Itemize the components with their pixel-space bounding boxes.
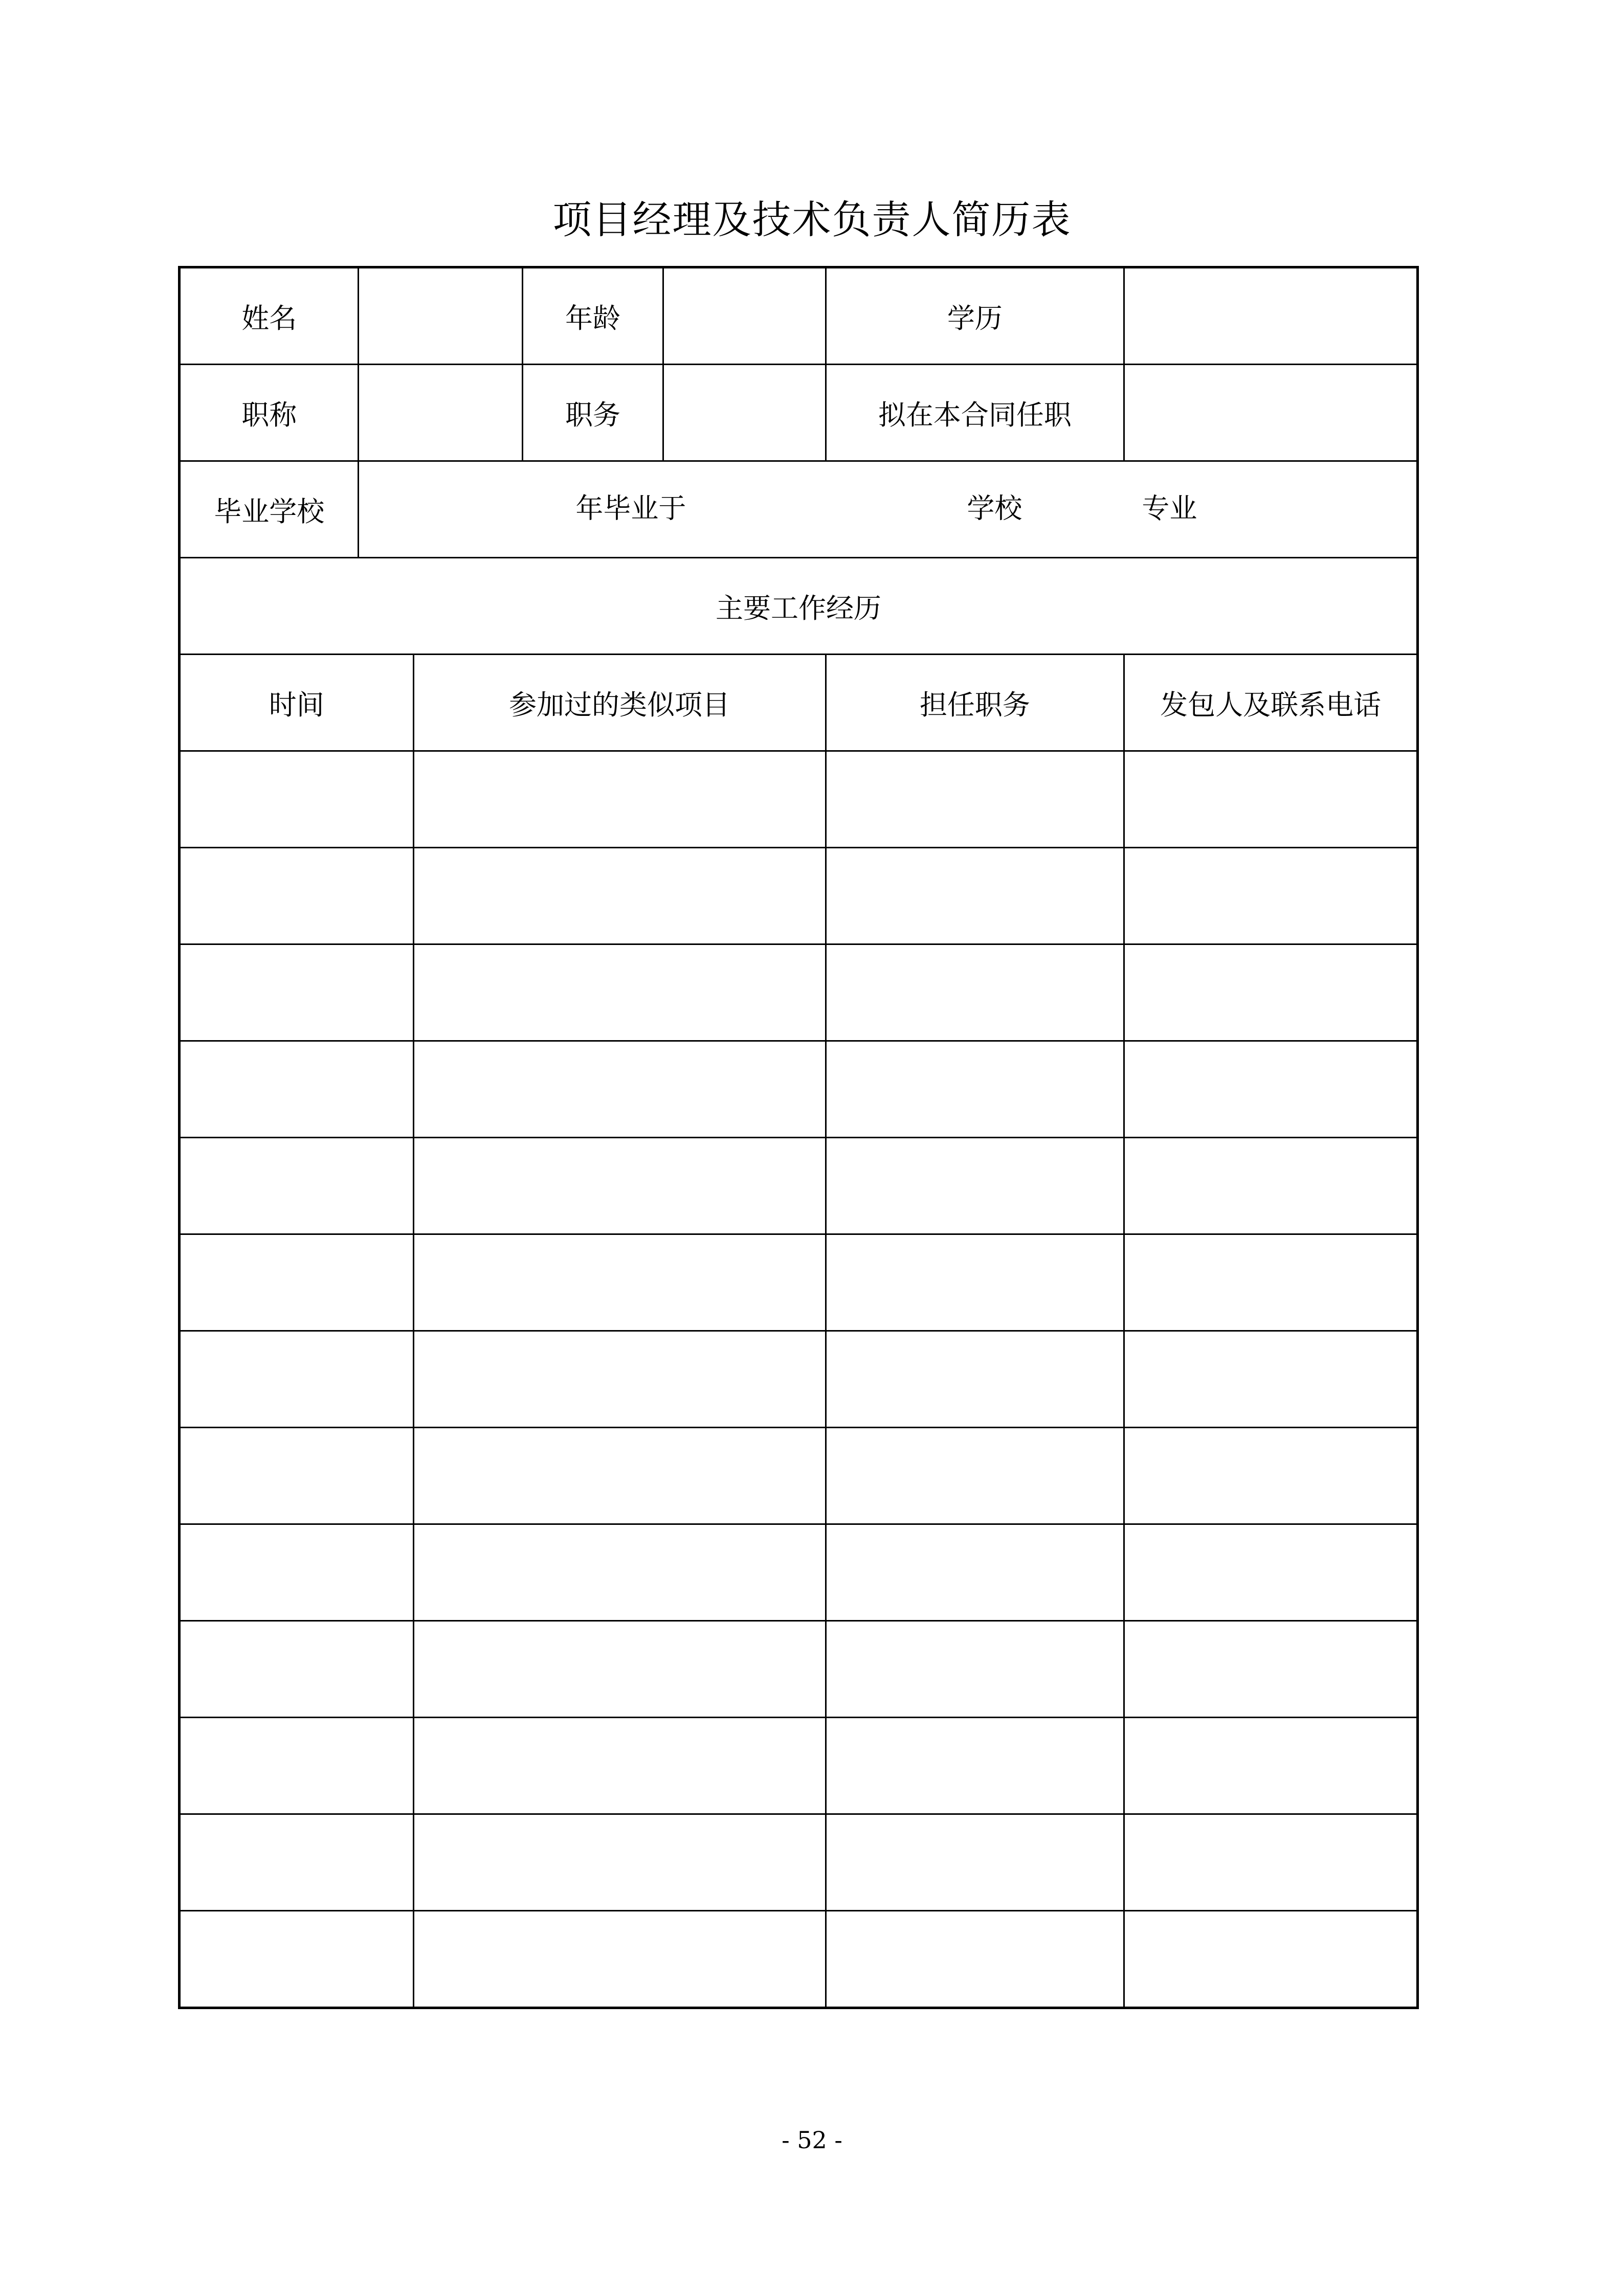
project-cell[interactable] [413, 944, 826, 1041]
time-cell[interactable] [180, 751, 414, 848]
contact-cell[interactable] [1124, 1234, 1418, 1331]
name-label: 姓名 [180, 267, 359, 365]
contact-cell[interactable] [1124, 1814, 1418, 1911]
school-label: 毕业学校 [180, 461, 359, 558]
project-cell[interactable] [413, 1621, 826, 1718]
contact-cell[interactable] [1124, 1621, 1418, 1718]
position-label: 职务 [522, 365, 663, 461]
project-cell[interactable] [413, 848, 826, 944]
time-cell[interactable] [180, 1138, 414, 1234]
time-cell[interactable] [180, 1331, 414, 1428]
project-cell[interactable] [413, 1814, 826, 1911]
role-cell[interactable] [826, 1234, 1124, 1331]
graduation-field[interactable] [359, 461, 1418, 558]
role-cell[interactable] [826, 751, 1124, 848]
time-cell[interactable] [180, 1814, 414, 1911]
role-cell[interactable] [826, 944, 1124, 1041]
name-field[interactable] [359, 267, 522, 365]
project-cell[interactable] [413, 1234, 826, 1331]
experience-header-row [180, 655, 1418, 751]
time-cell[interactable] [180, 1621, 414, 1718]
professional-title-field[interactable] [359, 365, 522, 461]
row-basic-info-1 [180, 267, 1418, 365]
table-row [180, 1331, 1418, 1428]
project-cell[interactable] [413, 751, 826, 848]
time-cell[interactable] [180, 1041, 414, 1138]
role-cell[interactable] [826, 1718, 1124, 1814]
time-cell[interactable] [180, 944, 414, 1041]
contact-cell[interactable] [1124, 1524, 1418, 1621]
contact-cell[interactable] [1124, 848, 1418, 944]
page-number: - 52 - [782, 2126, 842, 2154]
time-cell[interactable] [180, 1428, 414, 1524]
project-cell[interactable] [413, 1041, 826, 1138]
time-cell[interactable] [180, 1234, 414, 1331]
col-header-employer-contact: 发包人及联系电话 [1124, 655, 1418, 751]
project-cell[interactable] [413, 1911, 826, 2008]
table-row [180, 1814, 1418, 1911]
table-row [180, 848, 1418, 944]
row-section-title [180, 558, 1418, 655]
time-cell[interactable] [180, 1718, 414, 1814]
table-row [180, 1428, 1418, 1524]
row-graduation [180, 461, 1418, 558]
contact-cell[interactable] [1124, 1718, 1418, 1814]
contact-cell[interactable] [1124, 1911, 1418, 2008]
role-cell[interactable] [826, 1138, 1124, 1234]
role-cell[interactable] [826, 1524, 1124, 1621]
contact-cell[interactable] [1124, 1041, 1418, 1138]
table-row [180, 1718, 1418, 1814]
contact-cell[interactable] [1124, 1138, 1418, 1234]
experience-section-title: 主要工作经历 [180, 558, 1418, 655]
role-cell[interactable] [826, 1911, 1124, 2008]
project-cell[interactable] [413, 1718, 826, 1814]
time-cell[interactable] [180, 1911, 414, 2008]
table-row [180, 1524, 1418, 1621]
project-cell[interactable] [413, 1331, 826, 1428]
resume-form-table [178, 266, 1419, 2009]
table-row [180, 944, 1418, 1041]
col-header-role: 担任职务 [826, 655, 1124, 751]
contact-cell[interactable] [1124, 751, 1418, 848]
role-cell[interactable] [826, 1621, 1124, 1718]
project-cell[interactable] [413, 1524, 826, 1621]
graduation-school-text: 学校 [967, 492, 1022, 524]
role-cell[interactable] [826, 1428, 1124, 1524]
position-field[interactable] [663, 365, 826, 461]
contact-cell[interactable] [1124, 944, 1418, 1041]
table-row [180, 751, 1418, 848]
time-cell[interactable] [180, 848, 414, 944]
col-header-time: 时间 [180, 655, 414, 751]
proposed-role-label: 拟在本合同任职 [826, 365, 1124, 461]
education-label: 学历 [826, 267, 1124, 365]
age-field[interactable] [663, 267, 826, 365]
project-cell[interactable] [413, 1428, 826, 1524]
role-cell[interactable] [826, 848, 1124, 944]
role-cell[interactable] [826, 1814, 1124, 1911]
education-field[interactable] [1124, 267, 1418, 365]
table-row [180, 1911, 1418, 2008]
graduation-year-text: 年毕业于 [575, 492, 686, 524]
role-cell[interactable] [826, 1041, 1124, 1138]
major-text: 专业 [1142, 492, 1197, 524]
proposed-role-field[interactable] [1124, 365, 1418, 461]
role-cell[interactable] [826, 1331, 1124, 1428]
time-cell[interactable] [180, 1524, 414, 1621]
contact-cell[interactable] [1124, 1428, 1418, 1524]
age-label: 年龄 [522, 267, 663, 365]
professional-title-label: 职称 [180, 365, 359, 461]
col-header-similar-projects: 参加过的类似项目 [413, 655, 826, 751]
table-row [180, 1138, 1418, 1234]
table-row [180, 1234, 1418, 1331]
contact-cell[interactable] [1124, 1331, 1418, 1428]
table-row [180, 1621, 1418, 1718]
project-cell[interactable] [413, 1138, 826, 1234]
page-title: 项目经理及技术负责人简历表 [552, 197, 1072, 242]
table-row [180, 1041, 1418, 1138]
row-basic-info-2 [180, 365, 1418, 461]
